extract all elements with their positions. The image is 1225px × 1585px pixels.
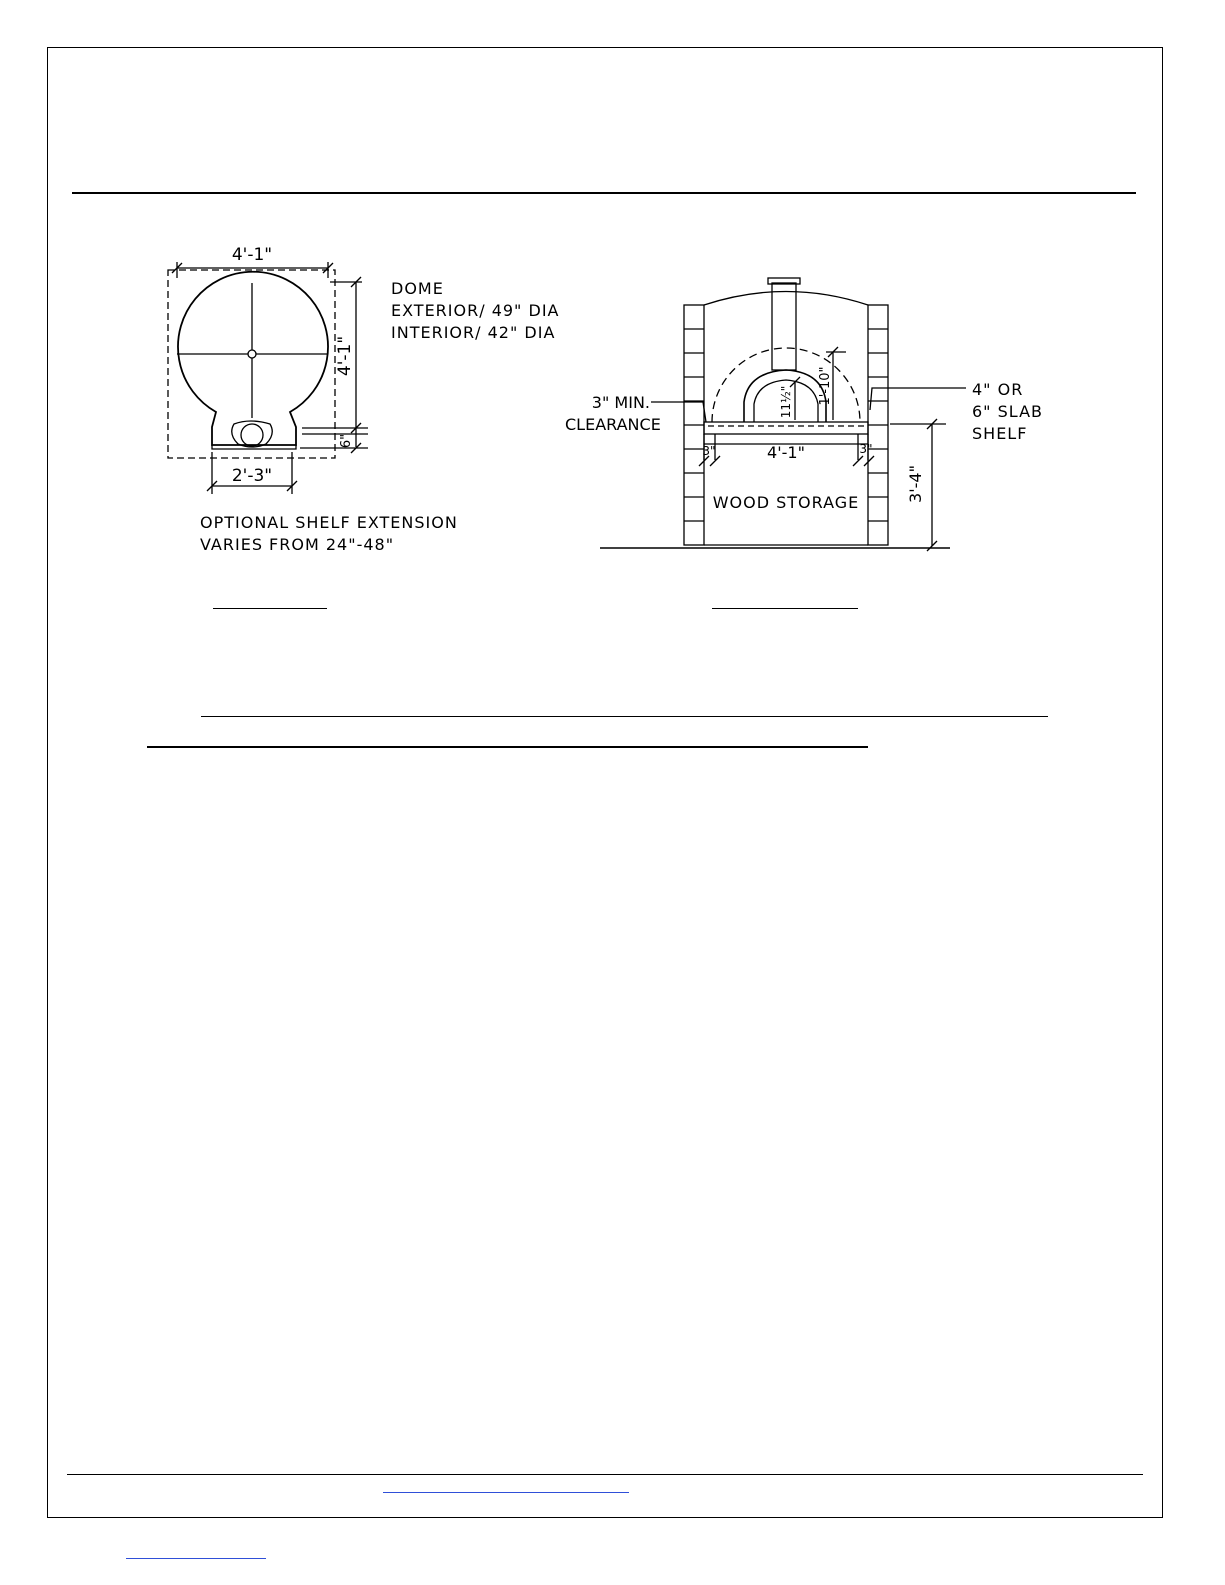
slab-label-line-3: SHELF <box>972 424 1028 443</box>
slab-label-line-1: 4" OR <box>972 380 1024 399</box>
clearance-label-line-1: 3" MIN. <box>591 393 650 412</box>
plan-caption-underline <box>213 608 327 609</box>
wood-storage-label: WOOD STORAGE <box>712 493 860 512</box>
dome-label-line-1: DOME <box>391 279 444 298</box>
shelf-note-line-2: VARIES FROM 24"-48" <box>200 535 395 554</box>
elevation-base-width-dim: 4'-1" <box>767 443 805 462</box>
plan-view-drawing <box>150 232 570 552</box>
plan-depth-dim: 4'-1" <box>335 335 355 377</box>
elevation-opening-height-dim: 11½" <box>779 385 793 419</box>
plan-shelf-dim: 6" <box>339 433 354 449</box>
elevation-view-drawing <box>560 265 1060 555</box>
footer-rule <box>67 1474 1143 1475</box>
page-bottom-link[interactable] <box>126 1558 266 1559</box>
footer-link[interactable] <box>383 1492 629 1493</box>
clearance-label-line-2: CLEARANCE <box>565 415 661 434</box>
plan-width-dim: 4'-1" <box>231 245 273 265</box>
elevation-dome-height-dim: 1'-10" <box>818 366 833 406</box>
mid-rule-1 <box>201 716 1048 717</box>
dome-label-line-2: EXTERIOR/ 49" DIA <box>391 301 560 320</box>
mid-rule-2 <box>147 746 868 748</box>
plan-opening-dim: 2'-3" <box>231 466 273 486</box>
shelf-note-line-1: OPTIONAL SHELF EXTENSION <box>200 513 458 532</box>
elevation-caption-underline <box>712 608 858 609</box>
elevation-left-gap-dim: 3" <box>702 444 716 458</box>
elevation-height-dim: 3'-4" <box>906 465 925 503</box>
elevation-right-gap-dim: 3" <box>859 442 873 456</box>
slab-label-line-2: 6" SLAB <box>972 402 1043 421</box>
header-rule <box>72 192 1136 194</box>
dome-label-line-3: INTERIOR/ 42" DIA <box>391 323 556 342</box>
